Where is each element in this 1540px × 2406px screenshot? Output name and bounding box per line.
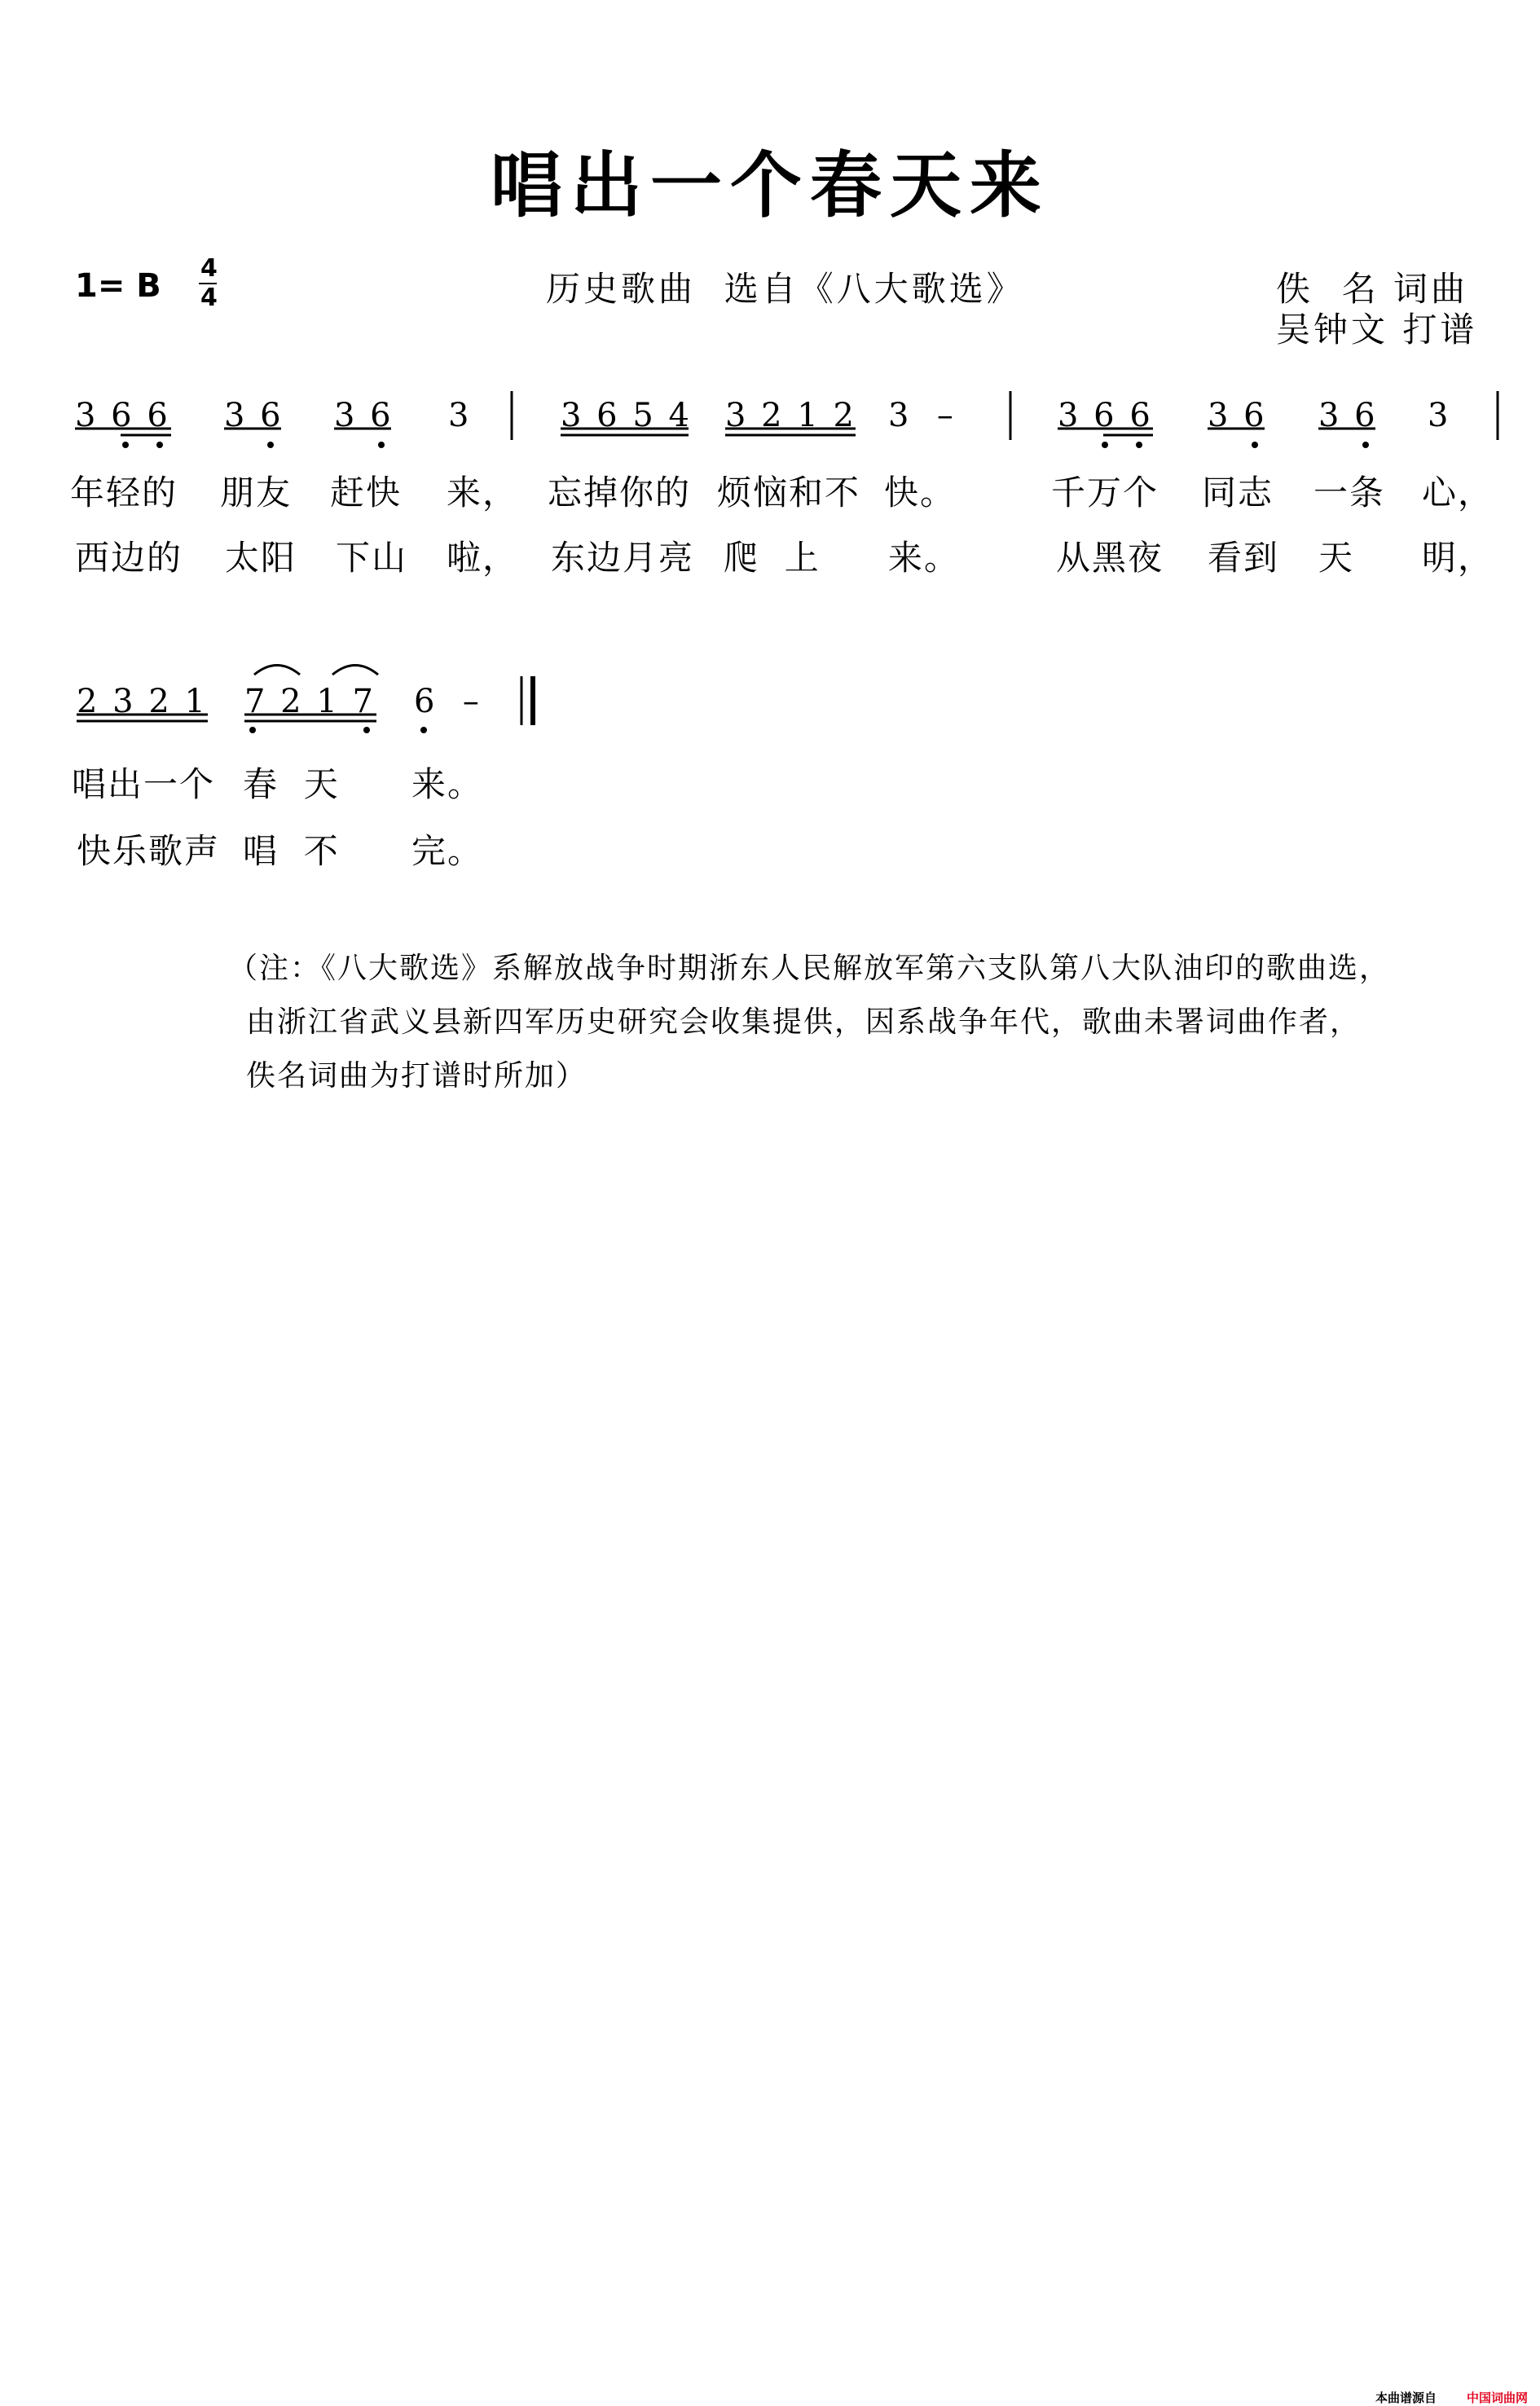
octave-dot xyxy=(249,727,256,733)
footer-source-text: 本曲谱源自 xyxy=(1375,2391,1437,2405)
lyric-word: 看到 xyxy=(1208,538,1280,578)
lyric-word: 唱出一个 xyxy=(72,764,216,804)
note-group: 2 3 2 1 xyxy=(77,683,208,720)
lyric-word: 千万个 xyxy=(1051,473,1159,512)
note-group: 3 6 6 xyxy=(1058,397,1153,434)
lyric-word: 来。 xyxy=(888,538,961,578)
lyric-word: 西边的 xyxy=(75,538,183,578)
lyric-word: 太阳 xyxy=(225,538,297,578)
note-group: 3 6 xyxy=(1318,397,1378,434)
time-signature-top: 4 xyxy=(200,254,218,283)
note-group: 7 2 1 7 xyxy=(244,683,376,720)
lyric-word: 心， xyxy=(1422,473,1494,512)
octave-dot xyxy=(1252,442,1258,448)
tie xyxy=(332,666,378,675)
lyric-word: 明， xyxy=(1422,538,1494,578)
lyric-word: 完。 xyxy=(411,831,484,871)
lyric-word: 天 xyxy=(1318,538,1355,578)
octave-dot xyxy=(420,727,427,733)
credit-transcriber: 吴钟文 打谱 xyxy=(1276,310,1478,350)
note-group: 3 – xyxy=(888,397,956,434)
note-group: 3 xyxy=(448,397,472,434)
lyric-word: 烦恼和不 xyxy=(717,473,861,512)
note-group: 3 6 6 xyxy=(75,397,170,434)
note-group: 3 6 xyxy=(334,397,394,434)
lyric-word: 年轻的 xyxy=(70,473,178,512)
octave-dot xyxy=(378,442,385,448)
lyric-word: 同志 xyxy=(1202,473,1274,512)
note-group: 3 6 5 4 xyxy=(561,397,692,434)
lyric-word: 唱 不 xyxy=(243,831,340,871)
note-group: 3 6 xyxy=(1208,397,1267,434)
octave-dot xyxy=(156,442,163,448)
key-signature: 1= B xyxy=(75,267,161,305)
time-signature-bottom: 4 xyxy=(200,284,218,312)
lyric-word: 春 天 xyxy=(243,764,340,804)
tie xyxy=(254,666,300,675)
octave-dot xyxy=(1136,442,1142,448)
lyric-word: 忘掉你的 xyxy=(548,473,692,512)
octave-dot xyxy=(267,442,274,448)
octave-dot xyxy=(122,442,129,448)
lyric-word: 来， xyxy=(447,473,519,512)
lyric-word: 啦， xyxy=(447,538,519,578)
note-group: 6 – xyxy=(414,683,482,720)
lyric-word: 快。 xyxy=(884,473,957,512)
annotation-line: （注：《八大歌选》系解放战争时期浙东人民解放军第六支队第八大队油印的歌曲选， xyxy=(228,952,1391,985)
source-line: 历史歌曲 选自《八大歌选》 xyxy=(546,269,1024,309)
lyric-word: 下山 xyxy=(336,538,408,578)
song-title: 唱出一个春天来 xyxy=(490,143,1049,227)
octave-dot xyxy=(363,727,370,733)
note-group: 3 xyxy=(1428,397,1451,434)
lyric-word: 从黑夜 xyxy=(1056,538,1164,578)
lyric-word: 赶快 xyxy=(330,473,403,512)
octave-dot xyxy=(1362,442,1369,448)
note-group: 3 2 1 2 xyxy=(725,397,856,434)
note-group: 3 6 xyxy=(224,397,284,434)
footer-site-link[interactable]: 中国词曲网 xyxy=(1467,2391,1529,2405)
lyric-word: 一条 xyxy=(1313,473,1386,512)
lyric-word: 东边月亮 xyxy=(551,538,695,578)
lyric-word: 来。 xyxy=(411,764,484,804)
lyric-word: 爬 上 xyxy=(724,538,821,578)
annotation-line: 由浙江省武义县新四军历史研究会收集提供，因系战争年代，歌曲未署词曲作者， xyxy=(246,1005,1362,1039)
lyric-word: 快乐歌声 xyxy=(77,831,221,871)
annotation-line: 佚名词曲为打谱时所加） xyxy=(246,1059,587,1093)
credit-lyrics-music: 佚 名 词曲 xyxy=(1276,269,1469,309)
lyric-word: 朋友 xyxy=(220,473,293,512)
octave-dot xyxy=(1102,442,1108,448)
